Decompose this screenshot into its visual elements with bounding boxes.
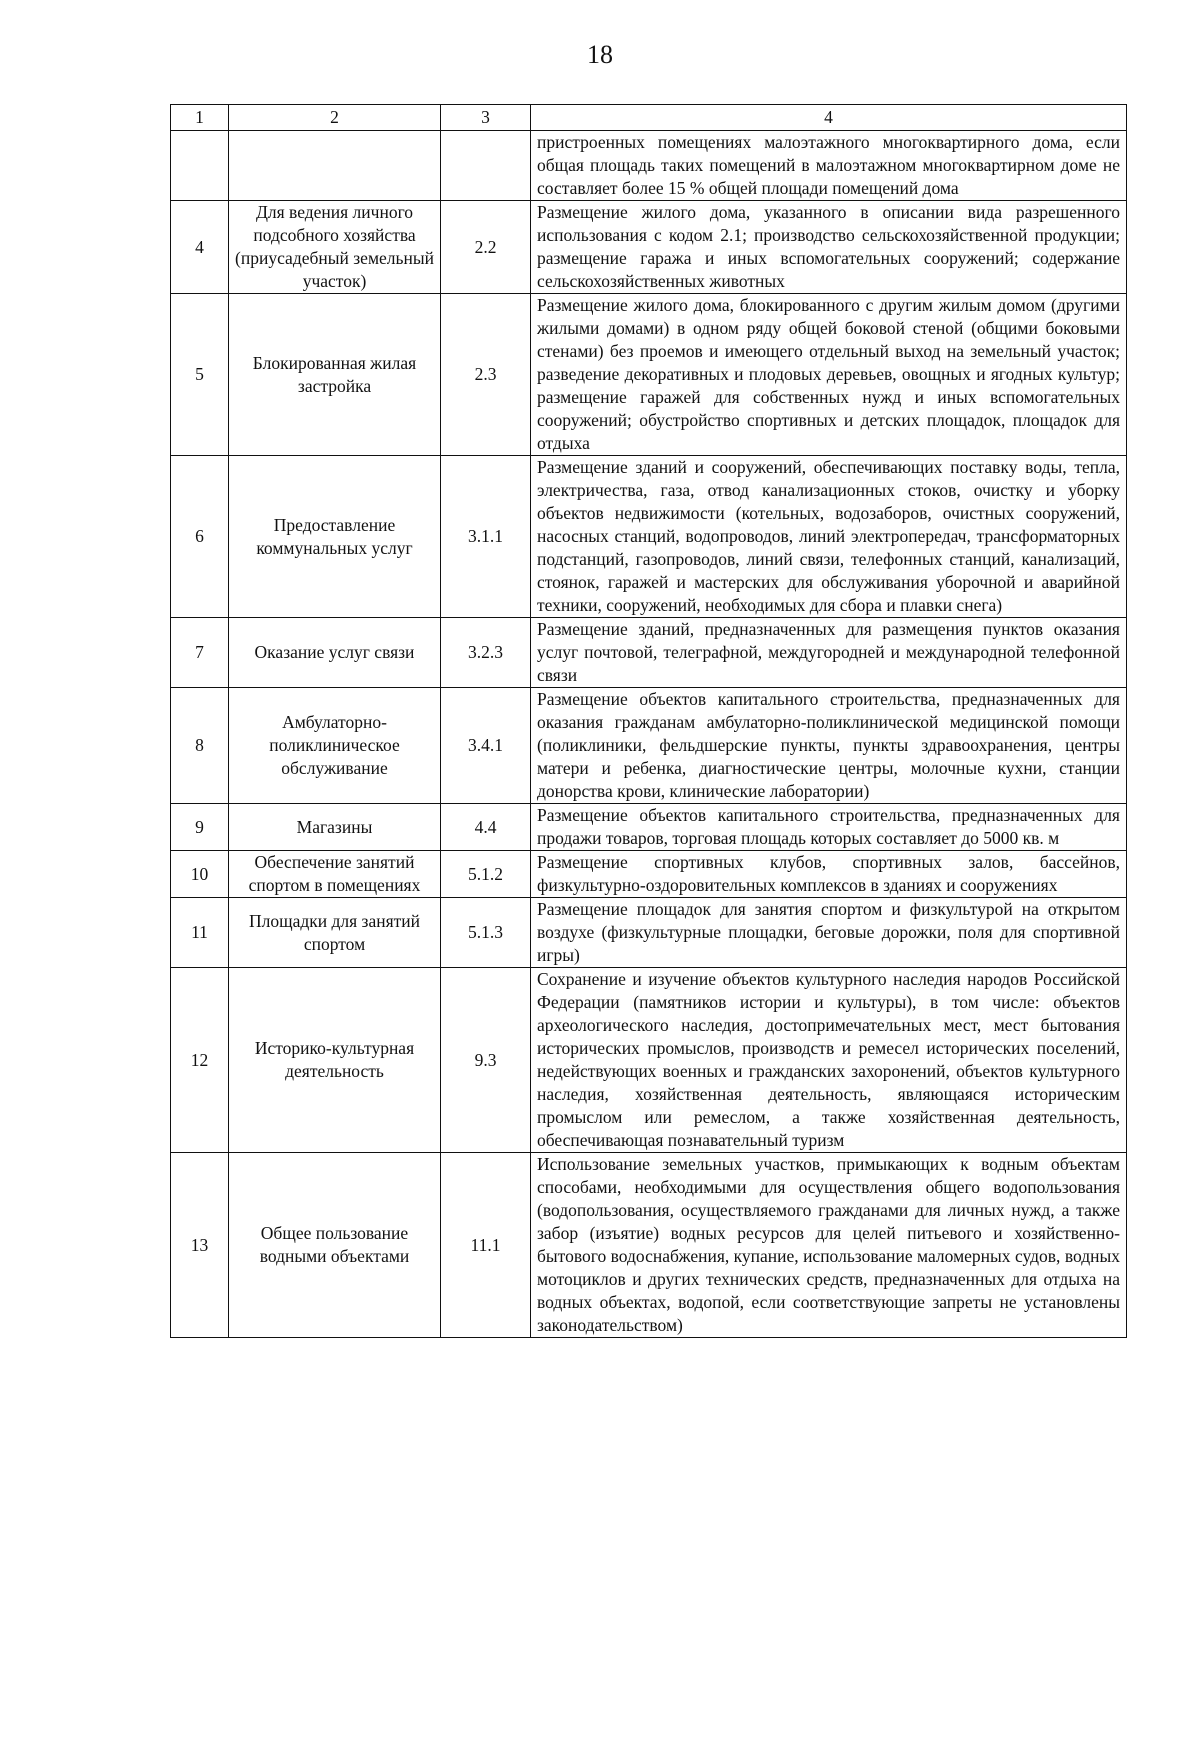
page-number: 18	[587, 40, 613, 69]
row-code: 5.1.2	[441, 851, 531, 898]
table-row	[171, 898, 1127, 968]
table-row	[171, 968, 1127, 1153]
row-name: Обеспечение занятий спортом в помещениях	[229, 851, 441, 898]
row-code: 3.4.1	[441, 688, 531, 804]
row-number: 4	[171, 201, 229, 294]
row-description: Размещение спортивных клубов, спортивных залов, бассейнов, физкультурно-оздоровительных комплексов в зданиях и сооружениях	[531, 851, 1127, 898]
row-name: Площадки для занятий спортом	[229, 898, 441, 968]
row-number: 11	[171, 898, 229, 968]
row-description: Размещение объектов капитального строительства, предназначенных для продажи товаров, торговая площадь которых составляет до 5000 кв. м	[531, 804, 1127, 851]
row-description: пристроенных помещениях малоэтажного многоквартирного дома, если общая площадь таких помещений в малоэтажном многоквартирном доме не составляет более 15 % общей площади помещений дома	[531, 131, 1127, 201]
row-name: Магазины	[229, 804, 441, 851]
row-description: Размещение жилого дома, указанного в описании вида разрешенного использования с кодом 2.1; производство сельскохозяйственной продукции; размещение гаража и иных вспомогательных сооружений; содержание сельскохозяйственных животных	[531, 201, 1127, 294]
table-row	[171, 851, 1127, 898]
row-description: Размещение площадок для занятия спортом и физкультурой на открытом воздухе (физкультурные площадки, беговые дорожки, поля для спортивной игры)	[531, 898, 1127, 968]
row-name: Амбулаторно-поликлиническое обслуживание	[229, 688, 441, 804]
table-row	[171, 688, 1127, 804]
row-code	[441, 131, 531, 201]
header-col-3: 3	[441, 105, 531, 131]
row-number: 13	[171, 1153, 229, 1338]
table-row	[171, 131, 1127, 201]
row-description: Использование земельных участков, примыкающих к водным объектам способами, необходимыми для осуществления общего водопользования (водопользования, осуществляемого гражданами для личных нужд, а также забор (изъятие) водных ресурсов для целей питьевого и хозяйственно-бытового водоснабжения, купание, использование маломерных судов, водных мотоциклов и других технических средств, предназначенных для отдыха на водных объектах, водопой, если соответствующие запреты не установлены законодательством)	[531, 1153, 1127, 1338]
row-code: 11.1	[441, 1153, 531, 1338]
row-number: 5	[171, 294, 229, 456]
row-name: Оказание услуг связи	[229, 618, 441, 688]
header-col-2: 2	[229, 105, 441, 131]
row-number: 12	[171, 968, 229, 1153]
row-number	[171, 131, 229, 201]
table-header-row	[171, 105, 1127, 131]
row-name	[229, 131, 441, 201]
row-number: 6	[171, 456, 229, 618]
row-description: Размещение зданий и сооружений, обеспечивающих поставку воды, тепла, электричества, газа, отвод канализационных стоков, очистку и уборку объектов недвижимости (котельных, водозаборов, очистных сооружений, насосных станций, водопроводов, линий электропередач, трансформаторных подстанций, газопроводов, линий связи, телефонных станций, канализаций, стоянок, гаражей и мастерских для обслуживания уборочной и аварийной техники, сооружений, необходимых для сбора и плавки снега)	[531, 456, 1127, 618]
table-row	[171, 618, 1127, 688]
row-name: Историко-культурная деятельность	[229, 968, 441, 1153]
row-description: Размещение объектов капитального строительства, предназначенных для оказания гражданам амбулаторно-поликлинической медицинской помощи (поликлиники, фельдшерские пункты, пункты здравоохранения, центры матери и ребенка, диагностические центры, молочные кухни, станции донорства крови, клинические лаборатории)	[531, 688, 1127, 804]
row-code: 3.1.1	[441, 456, 531, 618]
row-code: 2.2	[441, 201, 531, 294]
row-name: Блокированная жилая застройка	[229, 294, 441, 456]
row-name: Предоставление коммунальных услуг	[229, 456, 441, 618]
table-row	[171, 456, 1127, 618]
land-use-table	[170, 104, 1127, 1338]
row-number: 7	[171, 618, 229, 688]
table-row	[171, 804, 1127, 851]
row-name: Общее пользование водными объектами	[229, 1153, 441, 1338]
row-number: 9	[171, 804, 229, 851]
row-number: 10	[171, 851, 229, 898]
header-col-1: 1	[171, 105, 229, 131]
table-row	[171, 201, 1127, 294]
row-code: 5.1.3	[441, 898, 531, 968]
row-code: 4.4	[441, 804, 531, 851]
row-code: 9.3	[441, 968, 531, 1153]
header-col-4: 4	[531, 105, 1127, 131]
row-name: Для ведения личного подсобного хозяйства (приусадебный земельный участок)	[229, 201, 441, 294]
table-row	[171, 1153, 1127, 1338]
row-description: Размещение жилого дома, блокированного с другим жилым домом (другими жилыми домами) в одном ряду общей боковой стеной (общими боковыми стенами) без проемов и имеющего отдельный выход на земельный участок; разведение декоративных и плодовых деревьев, овощных и ягодных культур; размещение гаражей для собственных нужд и иных вспомогательных сооружений; обустройство спортивных и детских площадок, площадок для отдыха	[531, 294, 1127, 456]
row-number: 8	[171, 688, 229, 804]
row-description: Размещение зданий, предназначенных для размещения пунктов оказания услуг почтовой, телеграфной, междугородней и международной телефонной связи	[531, 618, 1127, 688]
row-code: 2.3	[441, 294, 531, 456]
row-code: 3.2.3	[441, 618, 531, 688]
row-description: Сохранение и изучение объектов культурного наследия народов Российской Федерации (памятников истории и культуры), в том числе: объектов археологического наследия, достопримечательных мест, мест бытования исторических промыслов, производств и ремесел исторических поселений, недействующих военных и гражданских захоронений, объектов культурного наследия, хозяйственная деятельность, являющаяся историческим промыслом или ремеслом, а также хозяйственная деятельность, обеспечивающая познавательный туризм	[531, 968, 1127, 1153]
table-row	[171, 294, 1127, 456]
